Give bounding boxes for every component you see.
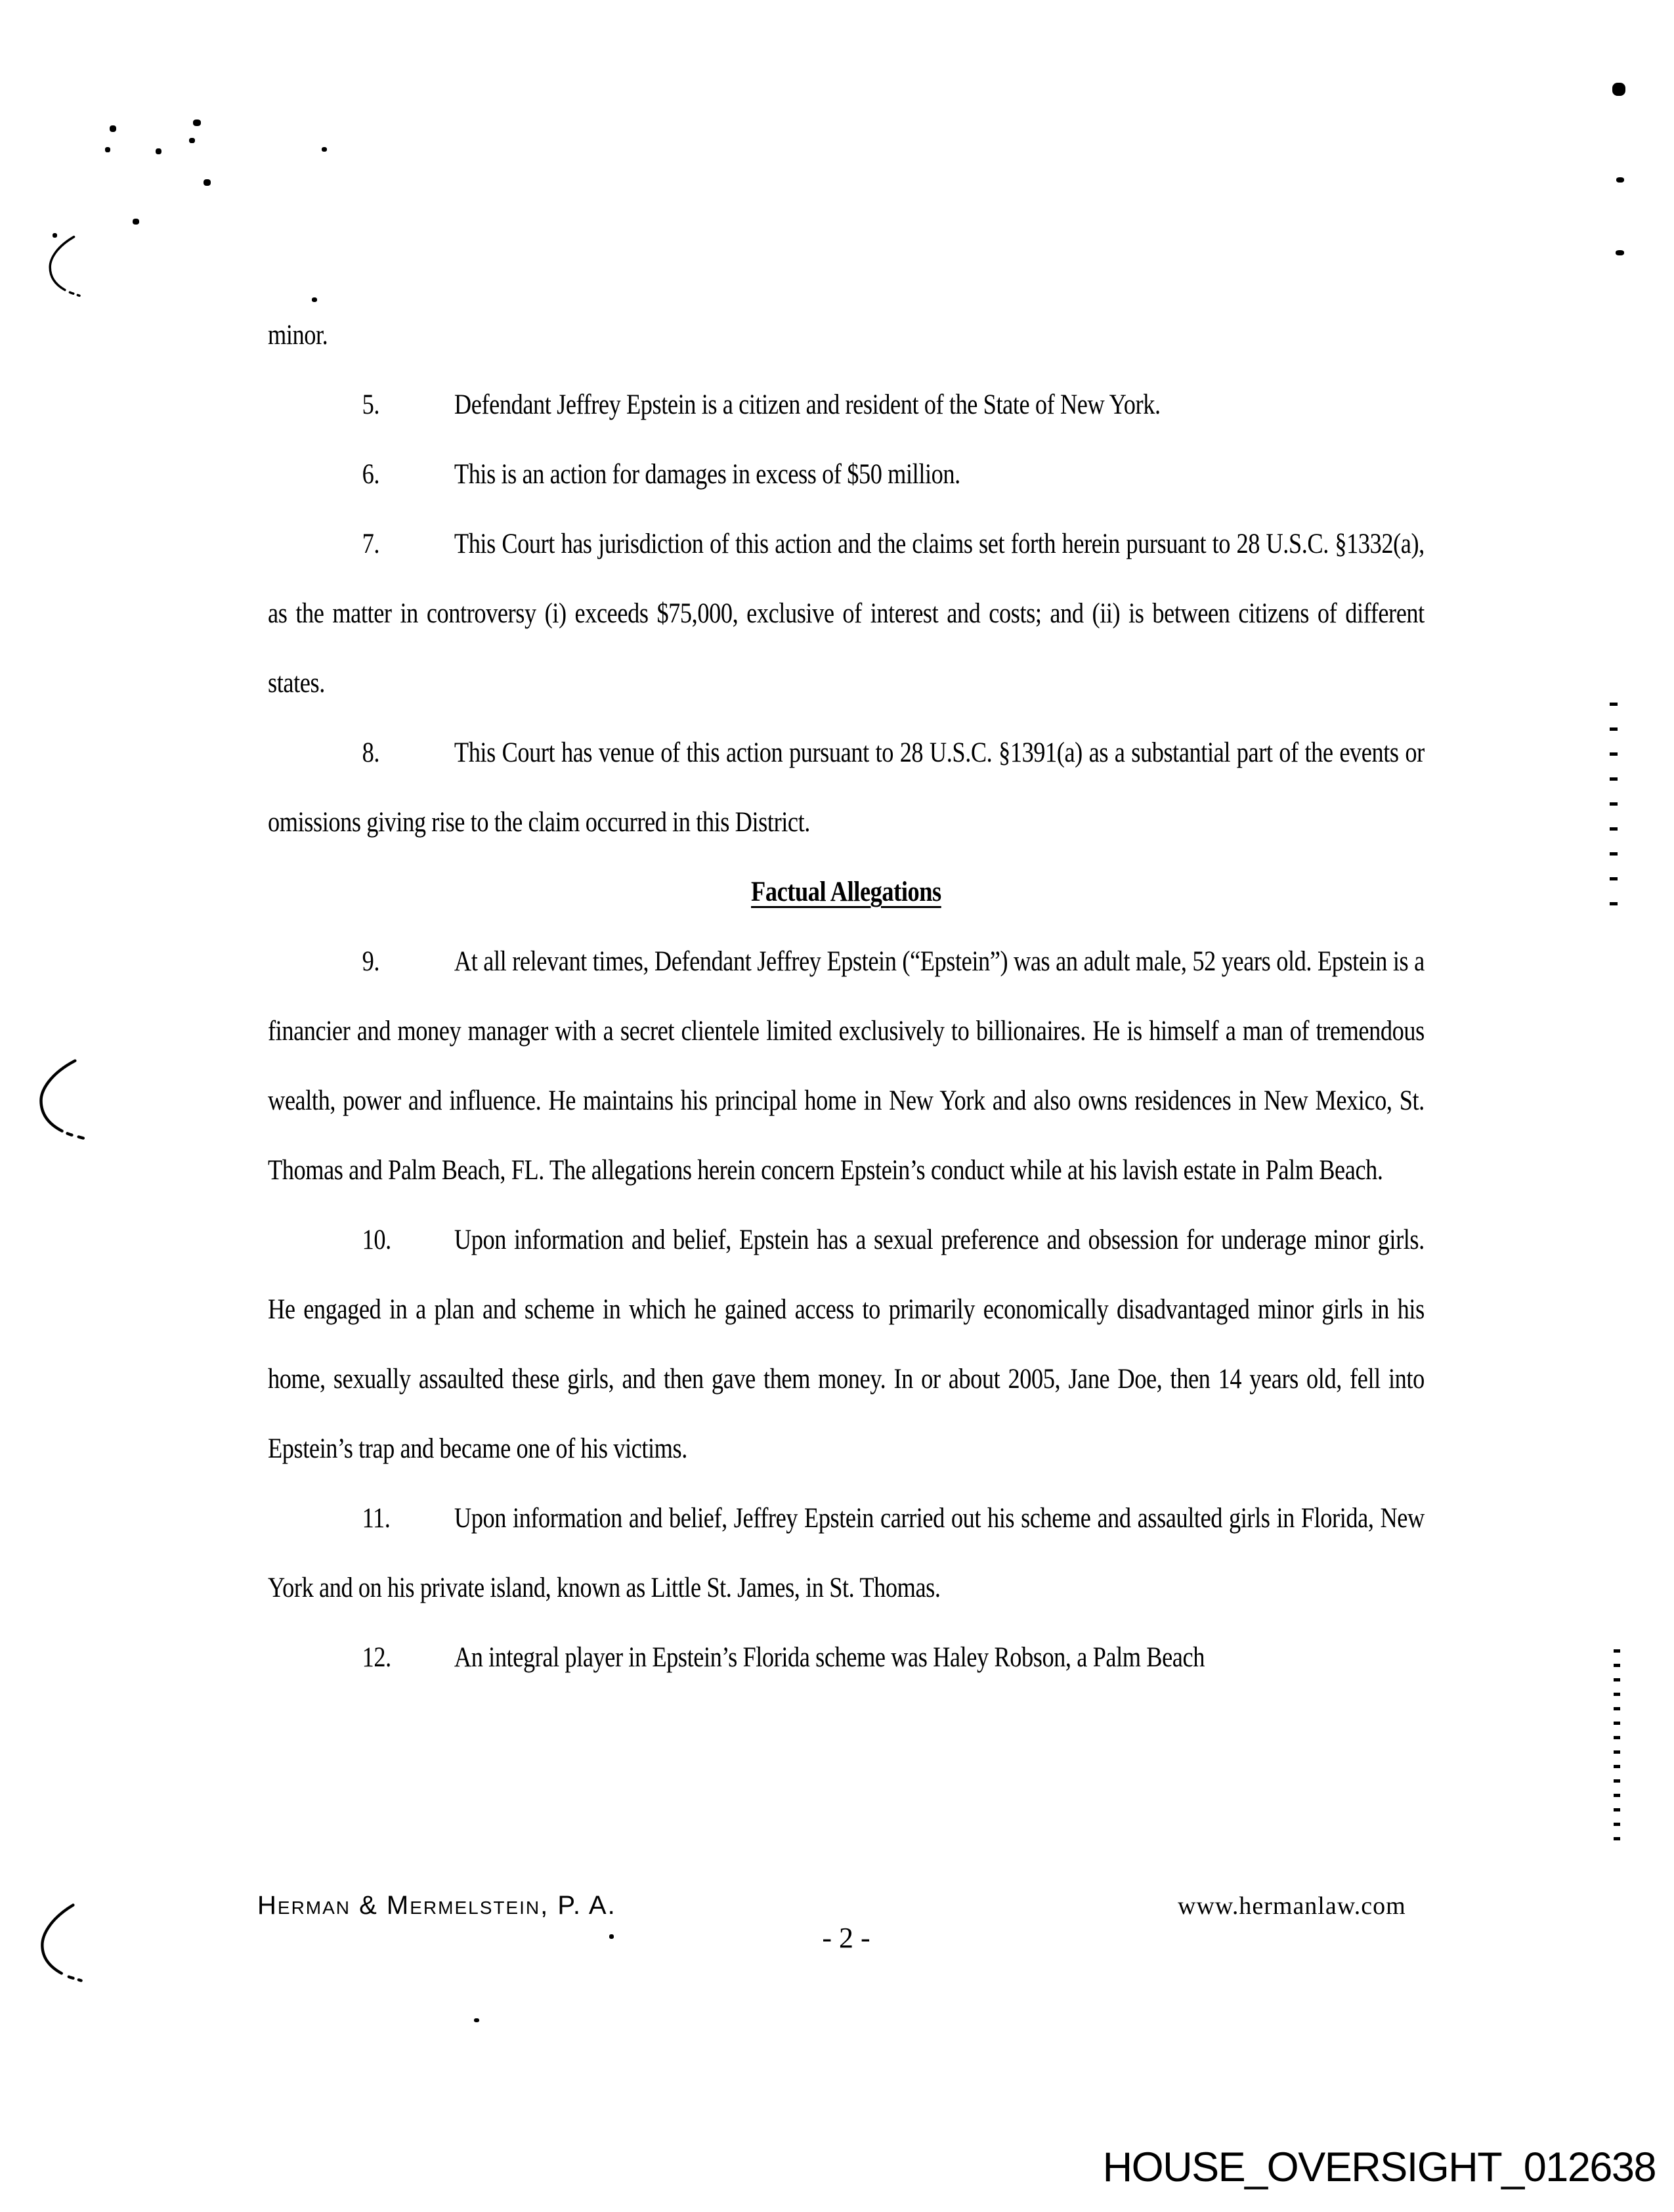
scan-speck bbox=[156, 148, 161, 154]
paragraph-6 bbox=[268, 440, 1425, 510]
paragraph-number: 6. bbox=[362, 459, 380, 490]
paragraph-text: This is an action for damages in excess of $50 million. bbox=[454, 459, 960, 490]
paragraph-text: This Court has venue of this action pursuant to 28 U.S.C. §1391(a) as a substantial part of the events or omissions giving rise to the claim occurred in this District. bbox=[268, 737, 1425, 838]
paragraph-number: 10. bbox=[362, 1225, 391, 1255]
scan-speck bbox=[53, 233, 57, 238]
section-heading: Factual Allegations bbox=[751, 877, 941, 907]
carryover-line: minor. bbox=[268, 320, 328, 351]
paragraph-number: 5. bbox=[362, 389, 380, 420]
scan-speck bbox=[1616, 177, 1624, 183]
scan-dotted-line bbox=[1610, 703, 1618, 919]
paragraph-number: 11. bbox=[362, 1503, 391, 1534]
law-firm-name: Herman & Mermelstein, P. A. bbox=[257, 1891, 616, 1920]
scan-speck bbox=[204, 179, 211, 186]
scan-speck bbox=[322, 147, 327, 152]
bates-number-stamp: HOUSE_OVERSIGHT_012638 bbox=[1102, 2144, 1656, 2190]
scan-speck bbox=[1612, 83, 1625, 96]
hole-punch-mark bbox=[38, 228, 84, 304]
paragraph-text: An integral player in Epstein’s Florida scheme was Haley Robson, a Palm Beach bbox=[454, 1642, 1205, 1673]
paragraph-10 bbox=[268, 1205, 1425, 1484]
scan-speck bbox=[110, 125, 116, 132]
paragraph-text: At all relevant times, Defendant Jeffrey Epstein (“Epstein”) was an adult male, 52 years old. Epstein is a financier and money manager with a secret clientele limited exclusively to billionaires. He is himself a man of tremendous wealth, power and influence. He maintains his principal home in New York and also owns residences in New Mexico, St. Thomas and Palm Beach, FL. The allegations herein concern Epstein’s conduct while at his lavish estate in Palm Beach. bbox=[268, 946, 1425, 1186]
hole-punch-mark bbox=[28, 1903, 87, 1983]
law-firm-website: www.hermanlaw.com bbox=[1178, 1892, 1406, 1920]
scan-speck bbox=[133, 219, 139, 225]
hole-punch-mark bbox=[26, 1058, 89, 1140]
paragraph-9 bbox=[268, 927, 1425, 1205]
scan-speck bbox=[193, 119, 201, 126]
paragraph-text: Defendant Jeffrey Epstein is a citizen and resident of the State of New York. bbox=[454, 389, 1161, 420]
paragraph-7 bbox=[268, 510, 1425, 718]
scan-speck bbox=[1616, 250, 1624, 255]
document-body bbox=[268, 301, 1425, 1693]
scan-speck bbox=[474, 2018, 479, 2022]
paragraph-5 bbox=[268, 370, 1425, 440]
scan-dotted-line bbox=[1614, 1649, 1620, 1848]
paragraph-8 bbox=[268, 718, 1425, 857]
paragraph-number: 9. bbox=[362, 946, 380, 977]
page-number: - 2 - bbox=[822, 1922, 870, 1954]
paragraph-text: Upon information and belief, Jeffrey Epstein carried out his scheme and assaulted girls in Florida, New York and on his private island, known as Little St. James, in St. Thomas. bbox=[268, 1503, 1425, 1603]
paragraph-number: 12. bbox=[362, 1642, 391, 1673]
scan-speck bbox=[105, 147, 110, 152]
paragraph-number: 7. bbox=[362, 529, 380, 559]
paragraph-12 bbox=[268, 1623, 1425, 1693]
paragraph-11 bbox=[268, 1484, 1425, 1623]
scan-speck bbox=[189, 138, 195, 143]
paragraph-number: 8. bbox=[362, 737, 380, 768]
paragraph-text: Upon information and belief, Epstein has a sexual preference and obsession for underage minor girls. He engaged in a plan and scheme in which he gained access to primarily economically disadvantaged minor girls in his home, sexually assaulted these girls, and then gave them money. In or about 2005, Jane Doe, then 14 years old, fell into Epstein’s trap and became one of his victims. bbox=[268, 1225, 1425, 1464]
paragraph-text: This Court has jurisdiction of this action and the claims set forth herein pursuant to 28 U.S.C. §1332(a), as the matter in controversy (i) exceeds $75,000, exclusive of interest and costs; and (ii) is between citizens of different states. bbox=[268, 529, 1425, 699]
